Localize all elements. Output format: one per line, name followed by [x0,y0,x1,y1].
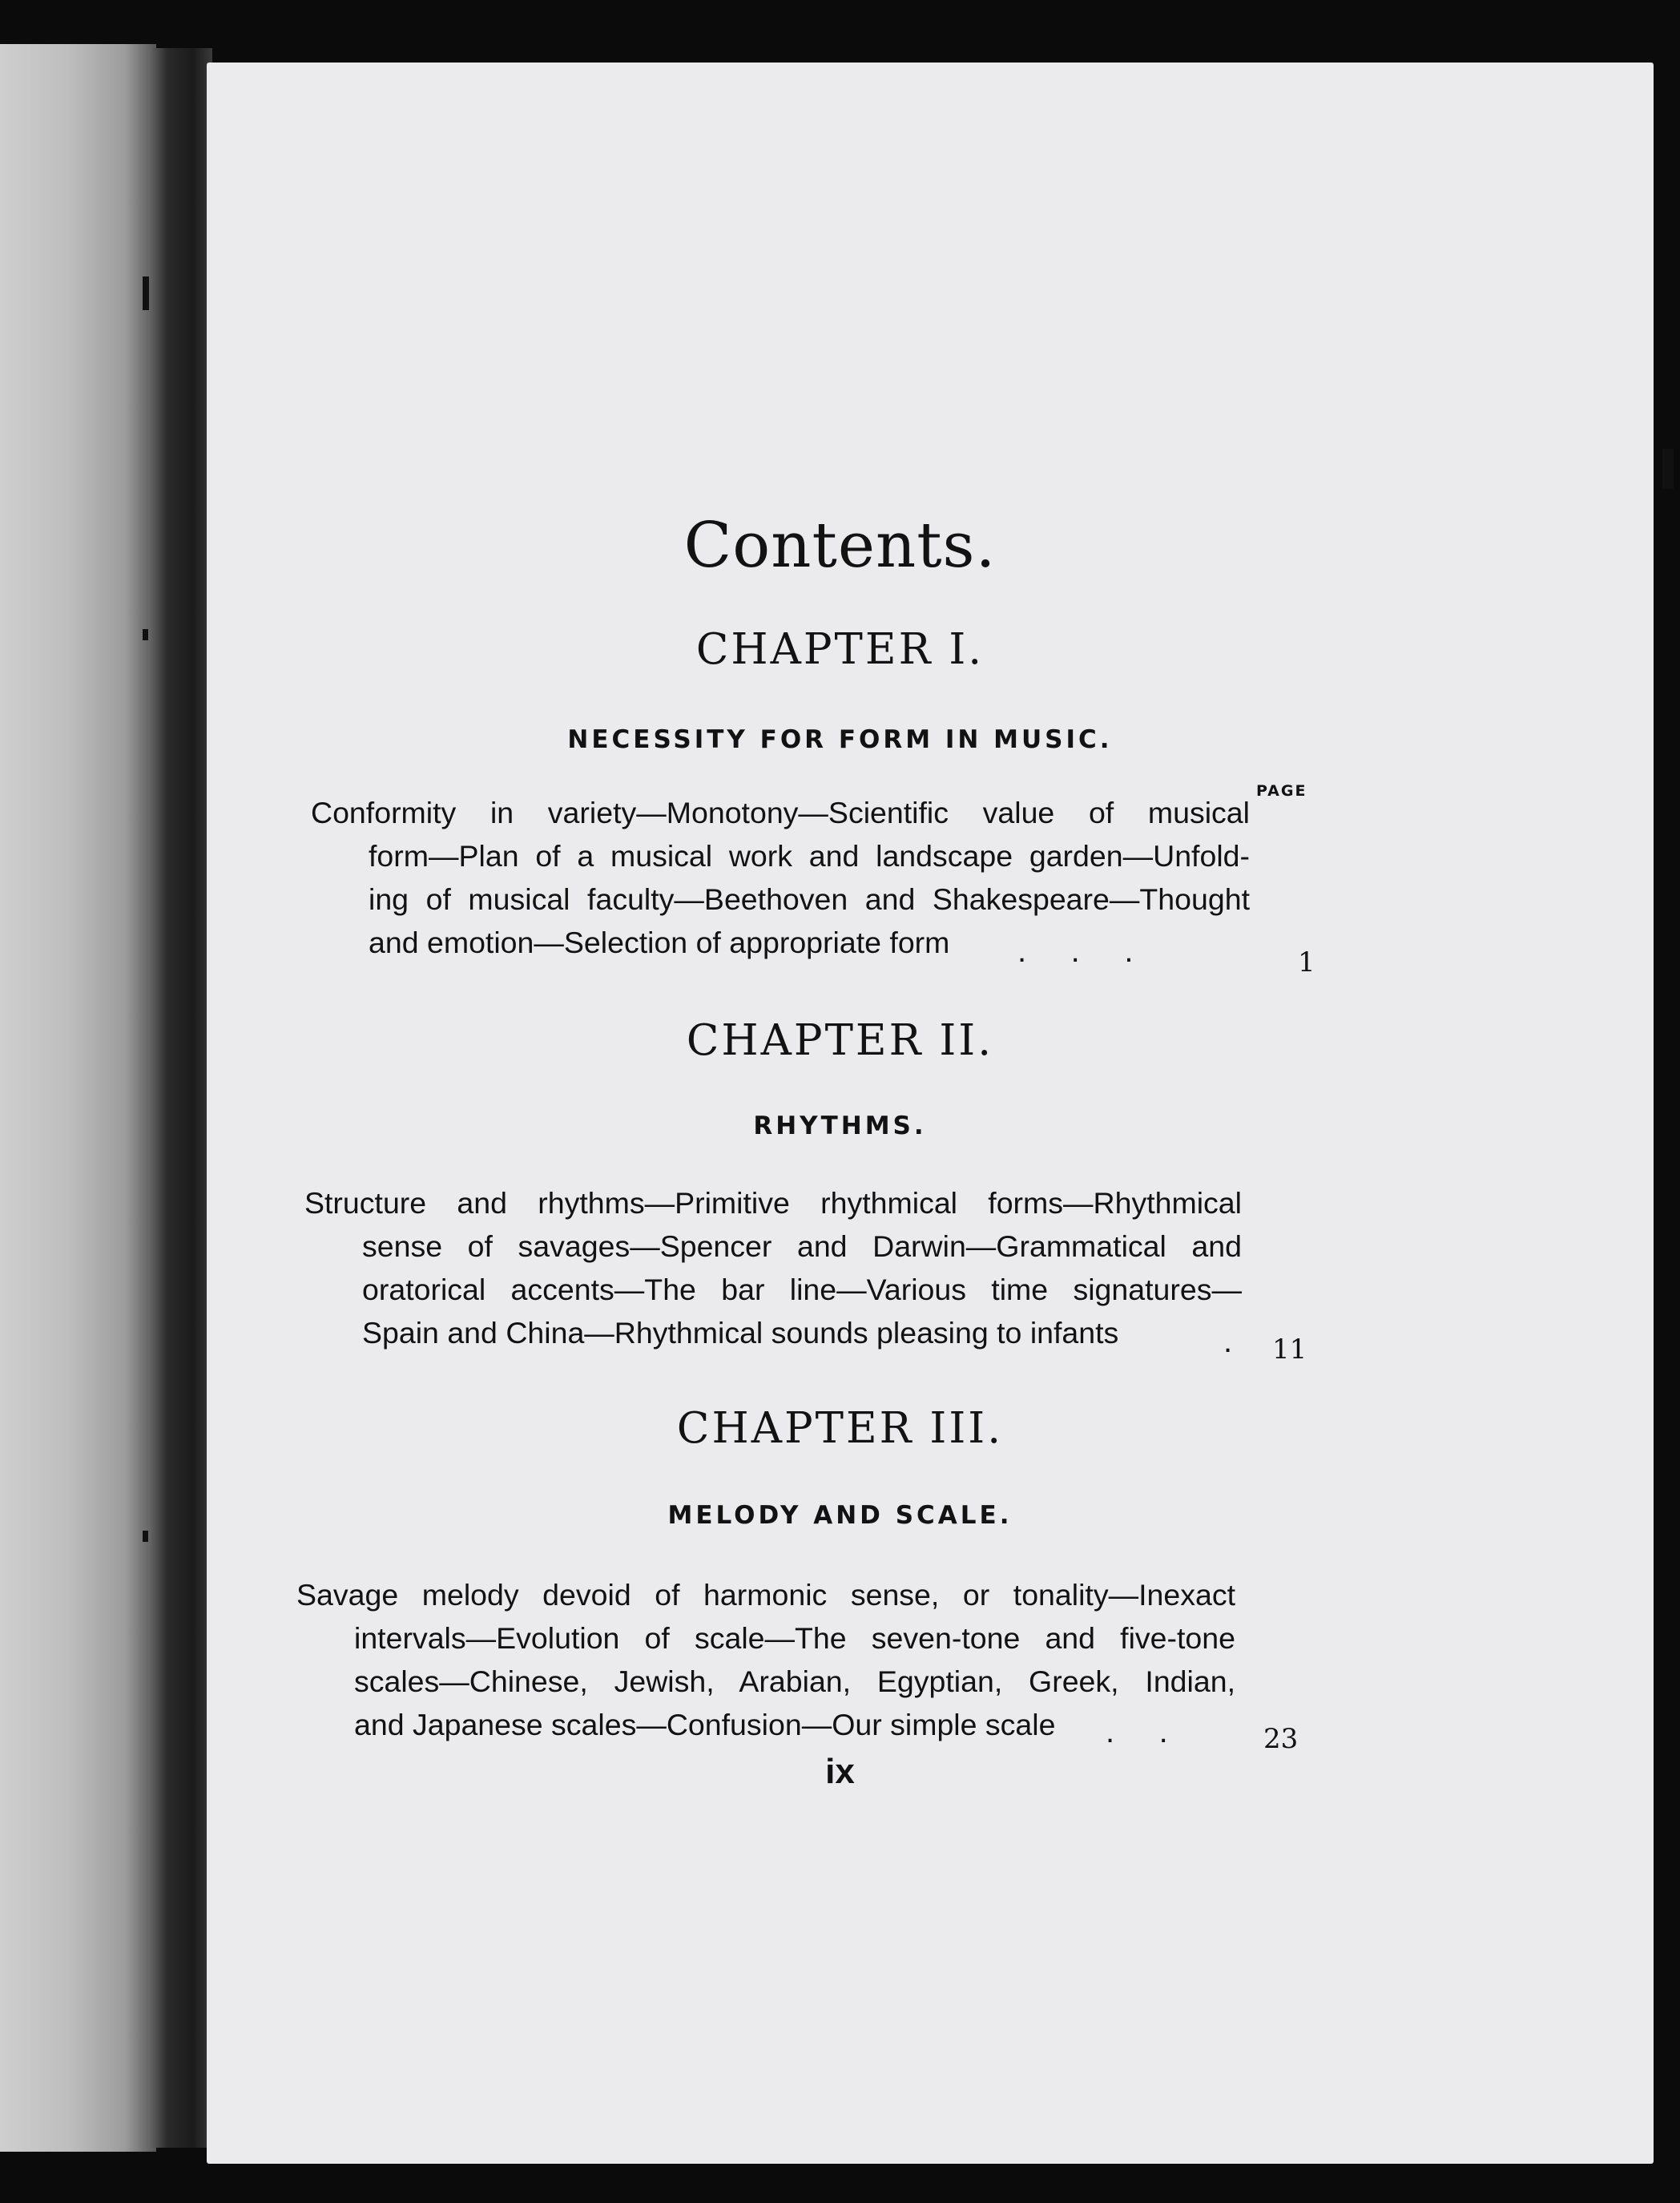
edge-mark [143,276,149,310]
synopsis-line: scales—Chinese, Jewish, Arabian, Egyptian, Greek, Indian, [354,1664,1235,1698]
chapter-1-page: 1 [1298,946,1315,978]
synopsis-line: form—Plan of a musical work and landscape garden—Unfold- [369,839,1250,873]
chapter-1-subtitle: NECESSITY FOR FORM IN MUSIC. [567,725,1113,754]
chapter-2-title: CHAPTER II. [686,1016,994,1065]
synopsis-line: oratorical accents—The bar line—Various time signatures— [362,1273,1242,1306]
synopsis-line: and Japanese scales—Confusion—Our simple scale [354,1708,1056,1741]
synopsis-line: Savage melody devoid of harmonic sense, or tonality—Inexact [296,1578,1235,1612]
chapter-2-synopsis [304,1181,1242,1354]
chapter-3-title: CHAPTER III. [676,1404,1004,1453]
chapter-3-synopsis [296,1573,1235,1746]
page-column-label: PAGE [1256,782,1307,800]
book-spine [148,48,212,2148]
synopsis-line: ing of musical faculty—Beethoven and Shakespeare—Thought [369,882,1250,916]
synopsis-line: Structure and rhythms—Primitive rhythmical forms—Rhythmical [304,1186,1242,1220]
chapter-1-title: CHAPTER I. [695,625,985,674]
page-folio: ix [825,1752,855,1791]
synopsis-line: Conformity in variety—Monotony—Scientific value of musical [311,796,1250,829]
chapter-2-subtitle: RHYTHMS. [753,1112,927,1140]
edge-mark [1662,449,1674,489]
synopsis-line: Spain and China—Rhythmical sounds pleasing to infants [362,1316,1119,1350]
chapter-3-subtitle: MELODY AND SCALE. [667,1501,1013,1530]
synopsis-line: sense of savages—Spencer and Darwin—Grammatical and [362,1229,1242,1263]
dot-leader: . [1223,1324,1233,1359]
dot-leader: . . . [1017,934,1134,969]
synopsis-line: and emotion—Selection of appropriate form [369,926,950,959]
synopsis-line: intervals—Evolution of scale—The seven-tone and five-tone [354,1621,1235,1655]
dot-leader: . . [1106,1714,1168,1749]
page-title: Contents. [683,510,997,582]
chapter-3-page: 23 [1263,1723,1299,1755]
edge-mark [143,1531,148,1542]
left-facing-page [0,44,156,2152]
chapter-2-page: 11 [1272,1334,1307,1366]
